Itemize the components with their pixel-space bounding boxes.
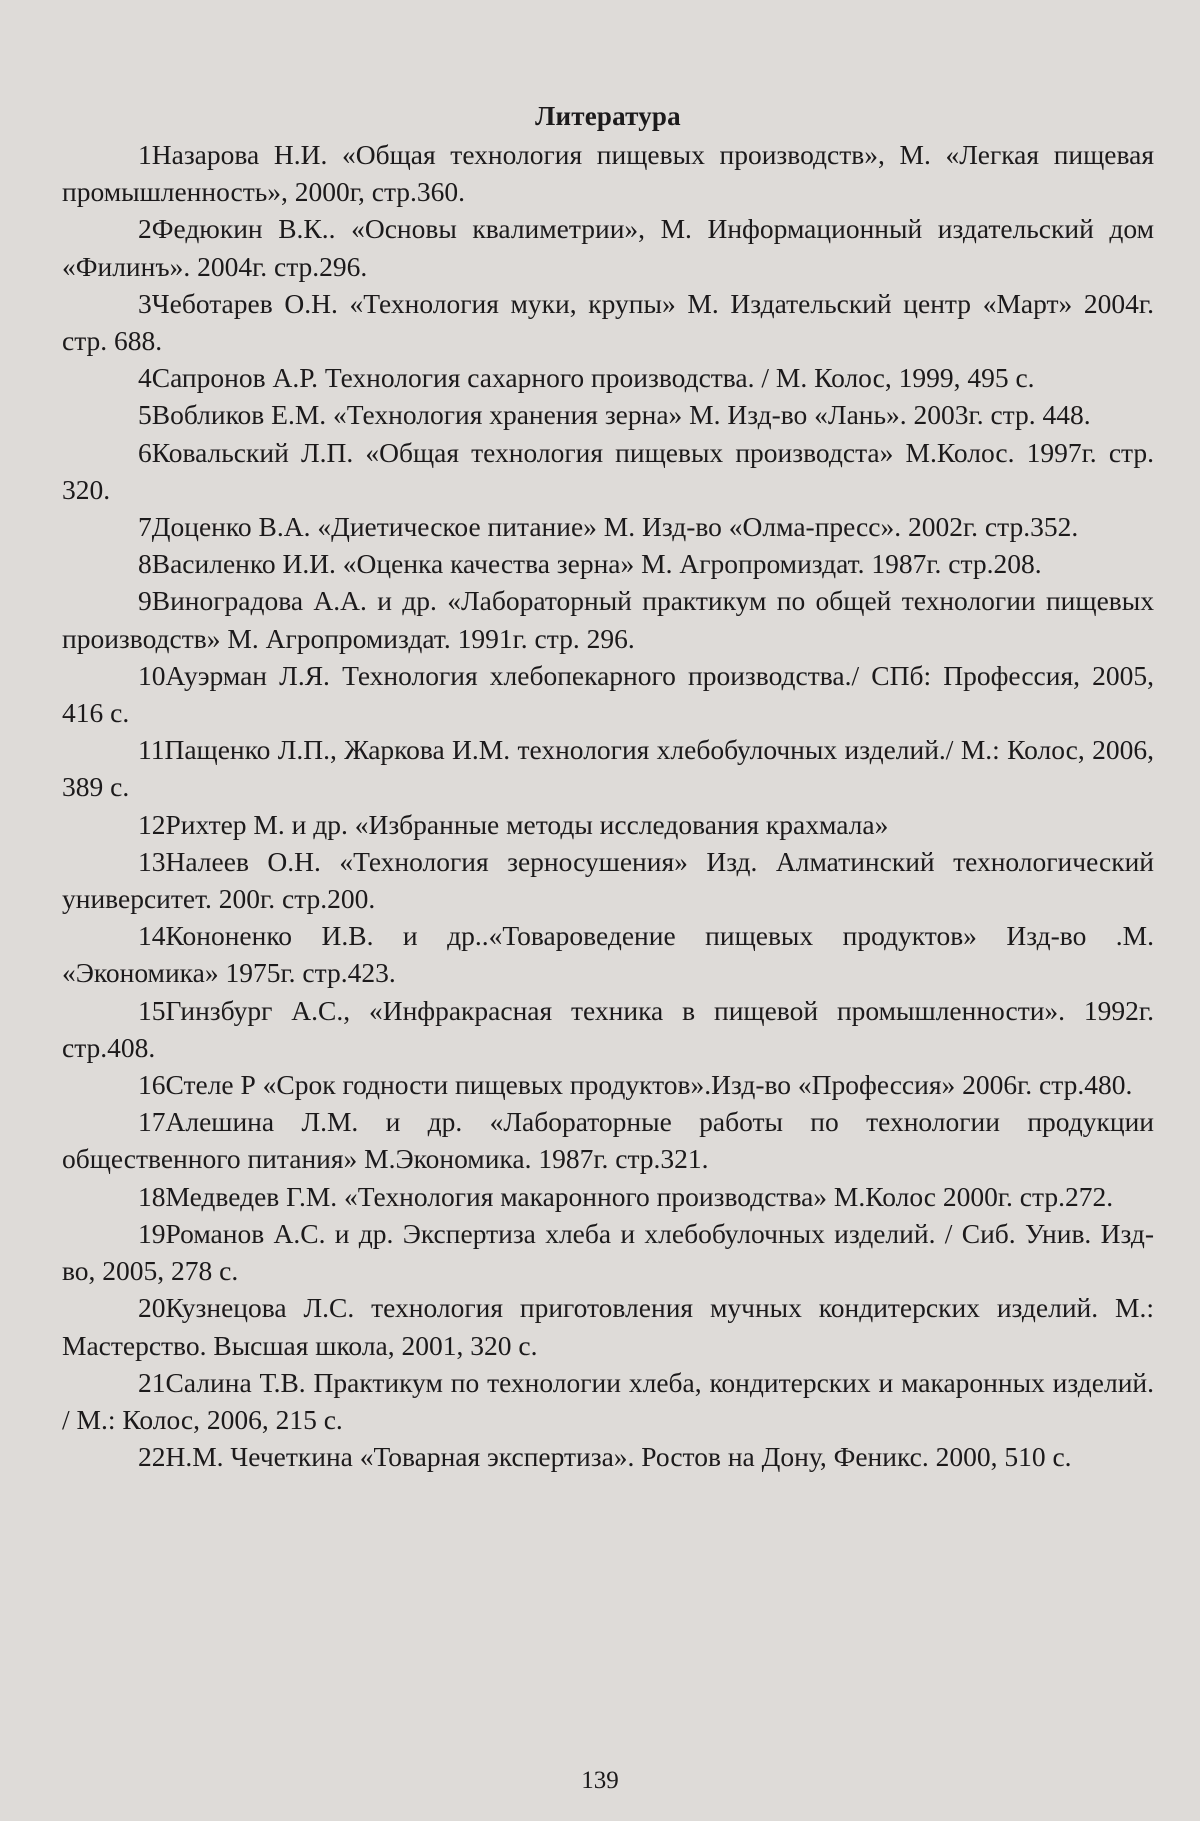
reference-number: 4	[138, 362, 152, 394]
reference-text: Гинзбург А.С., «Инфракрасная техника в пищевой промышленности». 1992г. стр.408.	[62, 994, 1154, 1063]
reference-item	[62, 657, 1154, 731]
reference-item	[62, 582, 1154, 656]
reference-number: 20	[138, 1292, 166, 1324]
page-number: 139	[581, 1767, 619, 1794]
reference-item	[62, 545, 1154, 582]
reference-item	[62, 1103, 1154, 1177]
reference-text: Ковальский Л.П. «Общая технология пищевых производста» М.Колос. 1997г. стр. 320.	[62, 436, 1154, 505]
reference-item	[62, 1289, 1154, 1363]
reference-text: Виноградова А.А. и др. «Лабораторный практикум по общей технологии пищевых производств» М. Агропромиздат. 1991г. стр. 296.	[62, 585, 1154, 654]
reference-text: Сапронов А.Р. Технология сахарного производства. / М. Колос, 1999, 495 с.	[151, 362, 1035, 394]
reference-item	[62, 1066, 1154, 1103]
reference-text: Кононенко И.В. и др..«Товароведение пищевых продуктов» Изд-во .М. «Экономика» 1975г. стр.423.	[62, 920, 1154, 989]
reference-text: Пащенко Л.П., Жаркова И.М. технология хлебобулочных изделий./ М.: Колос, 2006, 389 с.	[62, 734, 1154, 803]
reference-number: 17	[138, 1106, 166, 1138]
reference-number: 18	[138, 1180, 166, 1212]
reference-item	[62, 992, 1154, 1066]
reference-text: Стеле Р «Срок годности пищевых продуктов».Изд-во «Профессия» 2006г. стр.480.	[165, 1069, 1133, 1101]
reference-number: 16	[138, 1069, 166, 1101]
reference-text: Алешина Л.М. и др. «Лабораторные работы по технологии продукции общественного питания» М.Экономика. 1987г. стр.321.	[62, 1106, 1154, 1175]
reference-text: Назарова Н.И. «Общая технология пищевых производств», М. «Легкая пищевая промышленность», 2000г, стр.360.	[62, 139, 1154, 208]
reference-item	[62, 1178, 1154, 1215]
reference-text: Вобликов Е.М. «Технология хранения зерна» М. Изд-во «Лань». 2003г. стр. 448.	[151, 399, 1091, 431]
reference-number: 9	[138, 585, 152, 617]
reference-item	[62, 1215, 1154, 1289]
reference-text: Федюкин В.К.. «Основы квалиметрии», М. Информационный издательский дом «Филинъ». 2004г. стр.296.	[62, 213, 1154, 282]
reference-text: Медведев Г.М. «Технология макаронного производства» М.Колос 2000г. стр.272.	[165, 1180, 1114, 1212]
reference-number: 2	[138, 213, 152, 245]
reference-number: 6	[138, 436, 152, 468]
reference-number: 5	[138, 399, 152, 431]
reference-item	[62, 843, 1154, 917]
reference-number: 21	[138, 1366, 166, 1398]
reference-text: Налеев О.Н. «Технология зерносушения» Изд. Алматинский технологический университет. 200г. стр.200.	[62, 845, 1154, 915]
reference-item	[62, 359, 1154, 396]
reference-number: 13	[138, 845, 166, 877]
reference-item	[62, 285, 1154, 359]
reference-text: Чеботарев О.Н. «Технология муки, крупы» М. Издательский центр «Март» 2004г. стр. 688.	[62, 287, 1154, 357]
bibliography-page	[62, 98, 1154, 1475]
reference-number: 14	[138, 920, 166, 952]
reference-text: Салина Т.В. Практикум по технологии хлеба, кондитерских и макаронных изделий. / М.: Колос, 2006, 215 с.	[62, 1366, 1154, 1435]
reference-item	[62, 1364, 1154, 1438]
reference-item	[62, 806, 1154, 843]
reference-number: 22	[138, 1441, 166, 1473]
reference-item	[62, 731, 1154, 805]
reference-item	[62, 434, 1154, 508]
reference-number: 3	[138, 287, 152, 319]
reference-text: Рихтер М. и др. «Избранные методы исследования крахмала»	[165, 808, 889, 840]
reference-item	[62, 508, 1154, 545]
reference-number: 19	[138, 1217, 166, 1249]
reference-list	[62, 136, 1154, 1475]
reference-item	[62, 917, 1154, 991]
reference-text: Доценко В.А. «Диетическое питание» М. Изд-во «Олма-пресс». 2002г. стр.352.	[151, 511, 1079, 543]
reference-number: 12	[138, 808, 166, 840]
reference-number: 10	[138, 659, 166, 691]
reference-text: Романов А.С. и др. Экспертиза хлеба и хлебобулочных изделий. / Сиб. Унив. Изд-во, 2005, 278 с.	[62, 1217, 1154, 1287]
reference-number: 7	[138, 511, 152, 543]
reference-number: 1	[138, 139, 152, 170]
reference-item	[62, 210, 1154, 284]
reference-number: 15	[138, 994, 166, 1026]
reference-number: 11	[138, 734, 165, 766]
reference-text: Ауэрман Л.Я. Технология хлебопекарного производства./ СПб: Профессия, 2005, 416 с.	[62, 659, 1154, 729]
reference-text: Василенко И.И. «Оценка качества зерна» М. Агропромиздат. 1987г. стр.208.	[151, 548, 1042, 580]
reference-number: 8	[138, 548, 152, 580]
page-title: Литература	[535, 101, 681, 131]
reference-text: Кузнецова Л.С. технология приготовления мучных кондитерских изделий. М.: Мастерство. Высшая школа, 2001, 320 с.	[62, 1292, 1154, 1361]
reference-item	[62, 136, 1154, 210]
reference-text: Н.М. Чечеткина «Товарная экспертиза». Ростов на Дону, Феникс. 2000, 510 с.	[165, 1441, 1072, 1473]
reference-item	[62, 396, 1154, 433]
reference-item	[62, 1438, 1154, 1475]
